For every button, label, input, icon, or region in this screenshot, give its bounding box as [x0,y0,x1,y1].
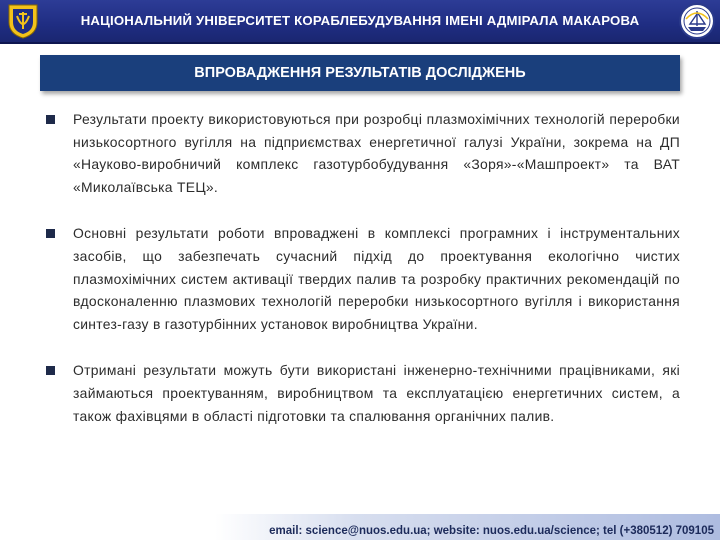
contact-info: email: science@nuos.edu.ua; website: nuos.edu.ua/science; tel (+380512) 709105 [269,525,714,537]
square-bullet-icon [46,366,55,375]
list-item [46,108,680,198]
list-item-text: Результати проекту використовуються при розробці плазмохімічних технологій переробки низькосортного вугілля на підприємствах енергетичної галузі України, зокрема на ДП «Науково-виробничий комплекс газотурбобудування «Зоря»-«Машпроект» та ВАТ «Миколаївська ТЕЦ». [73,111,680,195]
list-item [46,359,680,427]
list-item-text: Отримані результати можуть бути використані інженерно-технічними працівниками, які займаються проектуванням, виробництвом та експлуатацією енергетичних систем, а також фахівцями в області підготовки та спалювання органічних палив. [73,362,680,424]
footer-bar [215,514,720,540]
list-item-text: Основні результати роботи впроваджені в комплексі програмних і інструментальних засобів, що забезпечать сучасний підхід до проектування екологічно чистих плазмохімічних систем активації твердих палив та розробку практичних рекомендацій по вдосконаленню плазмових технологій переробки низькосортного вугілля і використання синтез-газу в газотурбінних установок виробництва України. [73,225,680,332]
slide-title: ВПРОВАДЖЕННЯ РЕЗУЛЬТАТІВ ДОСЛІДЖЕНЬ [40,55,680,91]
content-list [46,108,680,451]
square-bullet-icon [46,115,55,124]
header-bar [0,0,720,44]
square-bullet-icon [46,229,55,238]
university-name: НАЦІОНАЛЬНИЙ УНІВЕРСИТЕТ КОРАБЛЕБУДУВАННЯ ІМЕНІ АДМІРАЛА МАКАРОВА [80,13,640,28]
university-crest-icon [4,2,42,40]
ship-emblem-icon [678,2,716,40]
list-item [46,222,680,335]
